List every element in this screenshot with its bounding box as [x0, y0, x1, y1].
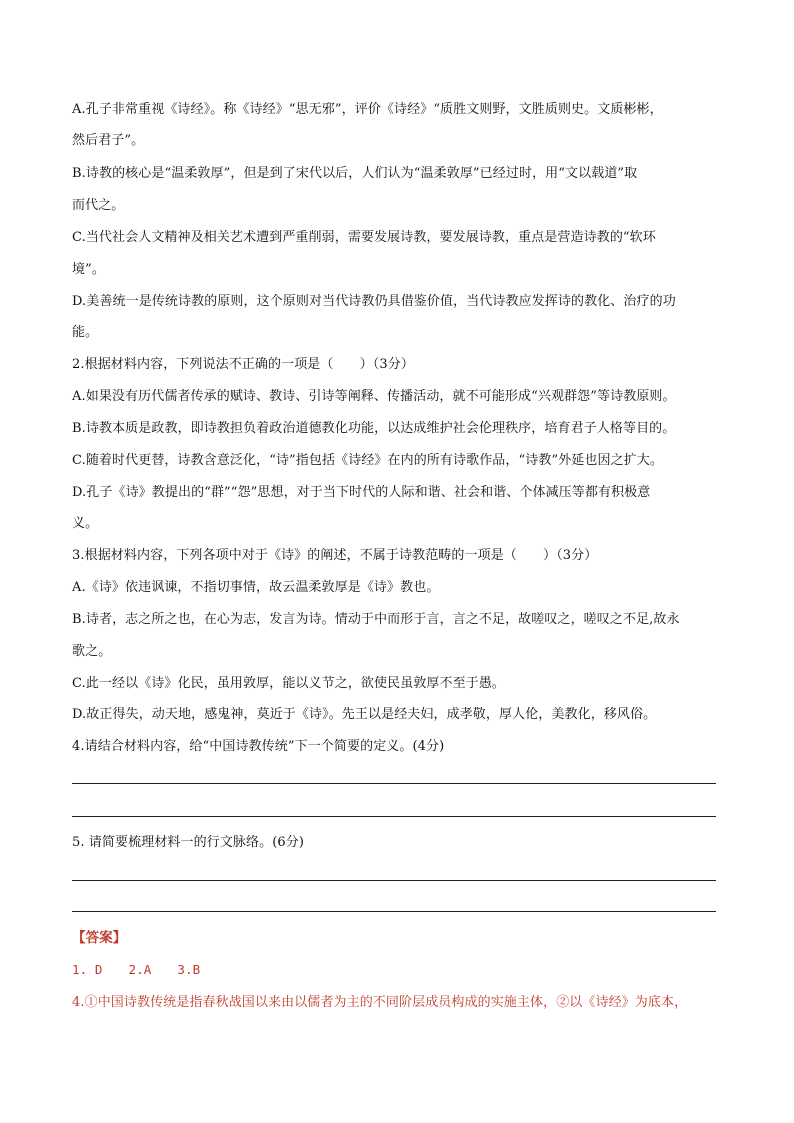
q2-option-d-line2: 义。: [72, 516, 99, 531]
q3-option-d: D.故正得失，动天地，感鬼神，莫近于《诗》。先王以是经夫妇，成孝敬，厚人伦，美教化，移风俗。: [72, 707, 657, 722]
answer-key-2: 2.A: [128, 962, 152, 977]
q4-stem: 4.请结合材料内容，给“中国诗教传统”下一个简要的定义。(4分): [72, 739, 445, 754]
answer-4-text: 4.①中国诗教传统是指春秋战国以来由以儒者为主的不同阶层成员构成的实施主体，②以《诗经》为底本，: [72, 995, 688, 1010]
q4-answer-line-1[interactable]: [72, 783, 716, 784]
q2-option-b: B.诗教本质是政教，即诗教担负着政治道德教化功能，以达成维护社会伦理秩序，培育君子人格等目的。: [72, 421, 676, 436]
q3-stem: 3.根据材料内容，下列各项中对于《诗》的阐述，不属于诗教范畴的一项是（ ）（3分）: [72, 548, 598, 563]
q1-option-d-line1: D.美善统一是传统诗教的原则，这个原则对当代诗教仍具借鉴价值，当代诗教应发挥诗的教化、治疗的功: [72, 294, 676, 309]
q1-option-b-line2: 而代之。: [72, 198, 125, 213]
answer-heading: 【答案】: [72, 930, 127, 946]
answer-keys: [72, 960, 722, 980]
q3-option-b-line2: 歌之。: [72, 644, 112, 659]
q5-stem: 5. 请简要梳理材料一的行文脉络。(6分): [72, 835, 305, 850]
q3-option-c: C.此一经以《诗》化民，虽用敦厚，能以义节之，欲使民虽敦厚不至于愚。: [72, 676, 506, 691]
q1-option-b-line1: B.诗教的核心是“温柔敦厚”，但是到了宋代以后，人们认为“温柔敦厚”已经过时，用“文以载道”取: [72, 166, 638, 181]
q1-option-a-line2: 然后君子”。: [72, 133, 145, 148]
q5-answer-line-1[interactable]: [72, 880, 716, 881]
q2-stem: 2.根据材料内容，下列说法不正确的一项是（ ）（3分）: [72, 357, 414, 372]
q2-option-a: A.如果没有历代儒者传承的赋诗、教诗、引诗等阐释、传播活动，就不可能形成“兴观群怨”等诗教原则。: [72, 389, 676, 404]
q1-option-c-line1: C.当代社会人文精神及相关艺术遭到严重削弱，需要发展诗教，要发展诗教，重点是营造诗教的“软环: [72, 230, 656, 245]
q2-option-d-line1: D.孔子《诗》教提出的“群”“怨”思想，对于当下时代的人际和谐、社会和谐、个体减压等都有积极意: [72, 485, 651, 500]
q2-option-c: C.随着时代更替，诗教含意泛化，“诗”指包括《诗经》在内的所有诗歌作品，“诗教”外延也因之扩大。: [72, 453, 663, 468]
q3-option-a: A.《诗》依违讽谏，不指切事情，故云温柔敦厚是《诗》教也。: [72, 580, 440, 595]
q1-option-a-line1: A.孔子非常重视《诗经》。称《诗经》“思无邪”，评价《诗经》“质胜文则野，文胜质则史。文质彬彬，: [72, 102, 663, 117]
q4-answer-line-2[interactable]: [72, 816, 716, 817]
q1-option-c-line2: 境”。: [72, 262, 105, 277]
answer-key-1: 1. D: [72, 962, 103, 977]
q5-answer-line-2[interactable]: [72, 911, 716, 912]
q1-option-d-line2: 能。: [72, 325, 99, 340]
answer-key-3: 3.B: [177, 962, 201, 977]
q3-option-b-line1: B.诗者，志之所之也，在心为志，发言为诗。情动于中而形于言，言之不足，故嗟叹之，嗟叹之不足,故永: [72, 612, 680, 627]
